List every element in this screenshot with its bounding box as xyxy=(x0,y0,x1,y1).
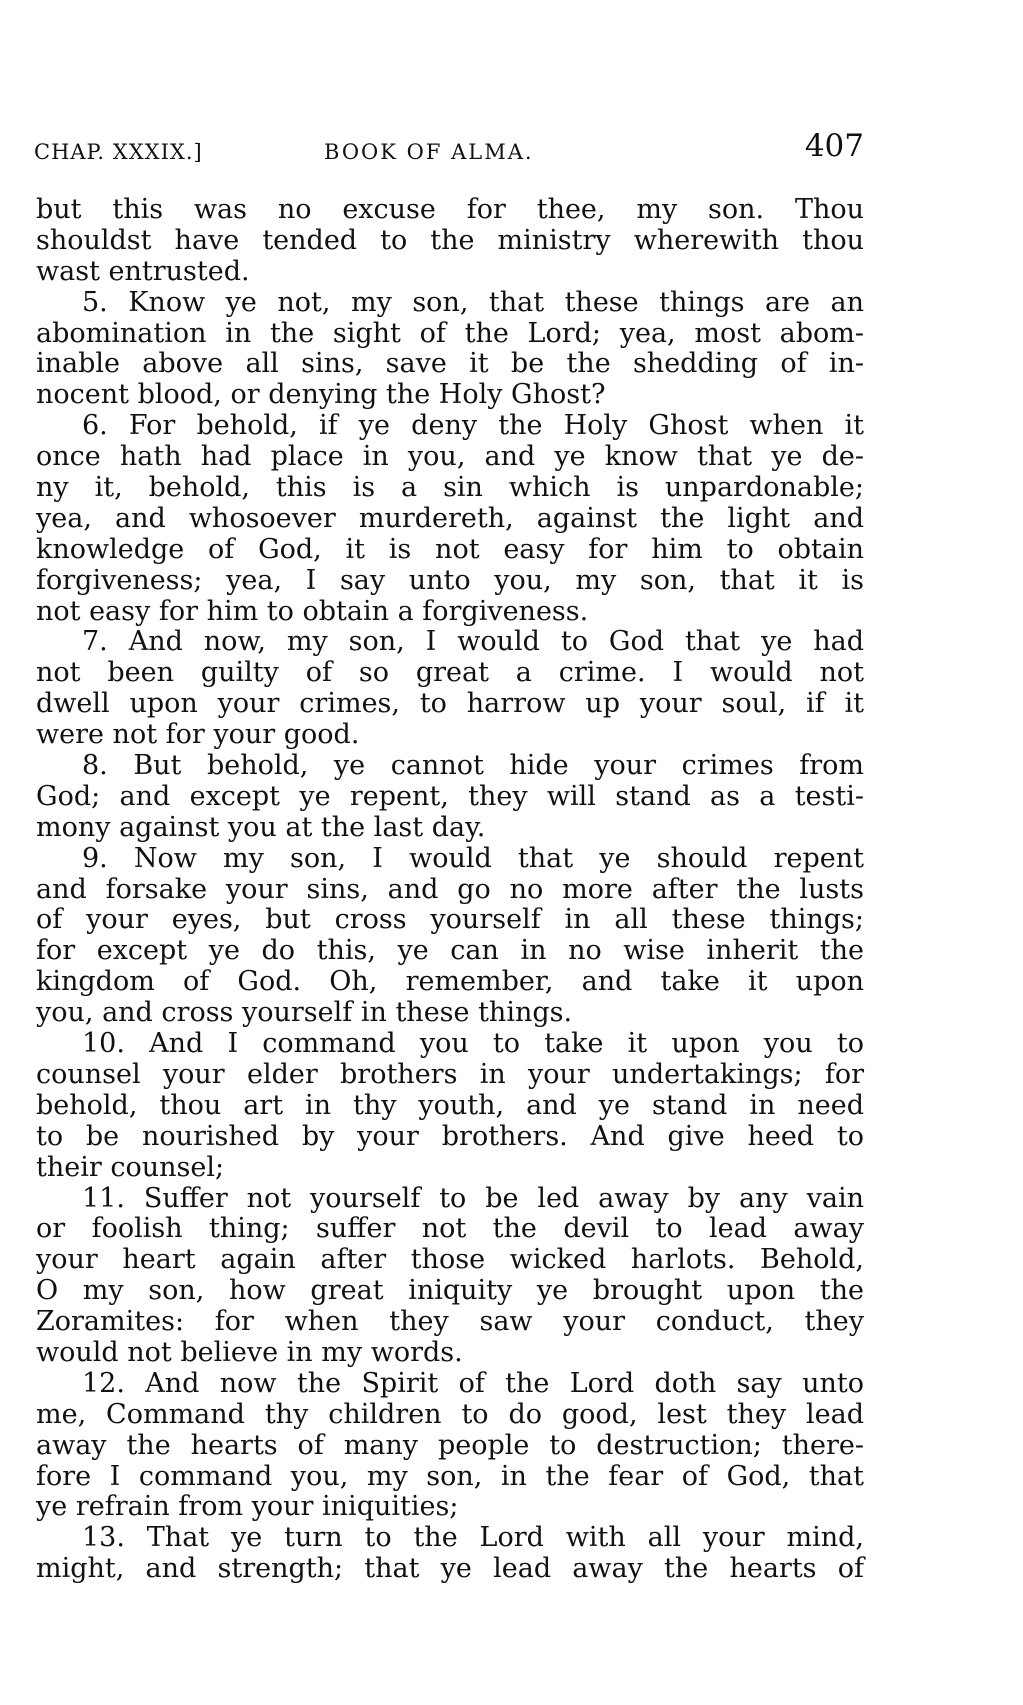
running-head xyxy=(34,128,864,168)
text-line: ye refrain from your iniquities; xyxy=(36,1491,459,1523)
text-line: 10. And I command you to take it upon you to xyxy=(82,1028,864,1060)
text-line: yea, and whosoever murdereth, against the light and xyxy=(36,502,864,534)
text-line: might, and strength; that ye lead away the hearts of xyxy=(36,1553,864,1585)
text-line: for except ye do this, ye can in no wise inherit the xyxy=(36,935,864,967)
text-line: fore I command you, my son, in the fear of God, that xyxy=(36,1460,864,1492)
text-line: 11. Suffer not yourself to be led away by any vain xyxy=(82,1182,864,1214)
text-line: 7. And now, my son, I would to God that ye had xyxy=(82,626,864,658)
text-line: were not for your good. xyxy=(36,719,360,751)
text-line: shouldst have tended to the ministry wherewith thou xyxy=(36,224,864,256)
text-line: would not believe in my words. xyxy=(36,1336,463,1368)
text-line: not easy for him to obtain a forgiveness. xyxy=(36,595,589,627)
text-line: 13. That ye turn to the Lord with all your mind, xyxy=(82,1522,864,1554)
text-line: away the hearts of many people to destruction; there- xyxy=(36,1429,864,1461)
text-line: O my son, how great iniquity ye brought upon the xyxy=(36,1275,864,1307)
text-line: your heart again after those wicked harlots. Behold, xyxy=(36,1244,864,1276)
text-line: their counsel; xyxy=(36,1151,225,1183)
text-line: me, Command thy children to do good, lest they lead xyxy=(36,1398,864,1430)
text-line: of your eyes, but cross yourself in all these things; xyxy=(36,904,864,936)
text-line: God; and except ye repent, they will stand as a testi- xyxy=(36,780,864,812)
text-line: nocent blood, or denying the Holy Ghost? xyxy=(36,379,606,411)
text-line: kingdom of God. Oh, remember, and take it upon xyxy=(36,966,864,998)
text-line: 6. For behold, if ye deny the Holy Ghost when it xyxy=(82,410,864,442)
chapter-heading: CHAP. XXXIX.] xyxy=(34,140,203,164)
text-line: or foolish thing; suffer not the devil to lead away xyxy=(36,1213,864,1245)
text-line: Zoramites: for when they saw your conduct, they xyxy=(36,1306,864,1338)
text-line: wast entrusted. xyxy=(36,255,250,287)
text-line: ny it, behold, this is a sin which is unpardonable; xyxy=(36,472,864,504)
text-line: 12. And now the Spirit of the Lord doth say unto xyxy=(82,1367,864,1399)
book-title: BOOK OF ALMA. xyxy=(324,140,534,164)
text-line: and forsake your sins, and go no more after the lusts xyxy=(36,873,864,905)
text-line: inable above all sins, save it be the shedding of in- xyxy=(36,348,864,380)
text-line: you, and cross yourself in these things. xyxy=(36,997,573,1029)
text-line: once hath had place in you, and ye know that ye de- xyxy=(36,441,864,473)
text-line: dwell upon your crimes, to harrow up your soul, if it xyxy=(36,688,864,720)
text-line: not been guilty of so great a crime. I would not xyxy=(36,657,864,689)
text-line: behold, thou art in thy youth, and ye stand in need xyxy=(36,1089,864,1121)
text-line: 9. Now my son, I would that ye should repent xyxy=(82,842,864,874)
text-line: to be nourished by your brothers. And give heed to xyxy=(36,1120,864,1152)
text-line: 5. Know ye not, my son, that these things are an xyxy=(82,286,864,318)
text-line: forgiveness; yea, I say unto you, my son, that it is xyxy=(36,564,864,596)
text-line: knowledge of God, it is not easy for him to obtain xyxy=(36,533,864,565)
text-line: but this was no excuse for thee, my son. Thou xyxy=(36,194,864,225)
text-line: abomination in the sight of the Lord; yea, most abom- xyxy=(36,317,864,349)
text-line: counsel your elder brothers in your undertakings; for xyxy=(36,1058,864,1090)
text-line: 8. But behold, ye cannot hide your crimes from xyxy=(82,750,864,782)
page-number: 407 xyxy=(804,128,864,164)
body-text xyxy=(36,195,864,1585)
text-line: mony against you at the last day. xyxy=(36,811,486,843)
